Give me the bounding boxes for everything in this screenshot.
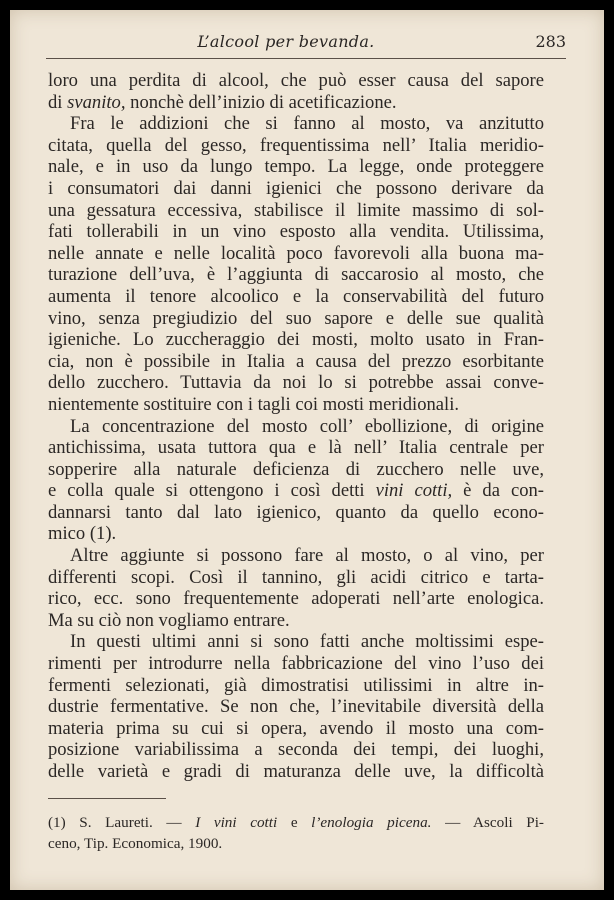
text-line: nelle annate e nelle località poco favorevoli alla buona ma-: [48, 242, 544, 264]
text-line: materia prima su cui si opera, avendo il mosto una com-: [48, 717, 544, 739]
text-line: differenti scopi. Così il tannino, gli acidi citrico e tarta-: [48, 566, 544, 588]
running-title: L’alcool per bevanda.: [197, 32, 375, 51]
text-line: mico (1).: [48, 523, 117, 545]
text-line: cia, non è possibile in Italia a causa del prezzo esorbitante: [48, 350, 544, 372]
text-line: loro una perdita di alcool, che può esser causa del sapore: [48, 70, 544, 91]
text-line: fermenti selezionati, già dimostratisi utilissimi in altre in-: [48, 674, 544, 696]
text-line: antichissima, usata tuttora qua e là nell’ Italia centrale per: [48, 437, 544, 459]
text-line: vino, senza pregiudizio del suo sapore e delle sue qualità: [48, 307, 544, 329]
text-line: turazione dell’uva, è l’aggiunta di saccarosio al mosto, che: [48, 264, 544, 286]
text-line: una gessatura eccessiva, stabilisce il limite massimo di sol-: [48, 199, 544, 221]
text-line: igieniche. Lo zuccheraggio dei mosti, molto usato in Fran-: [48, 329, 544, 351]
text-line: citata, quella del gesso, frequentissima nell’ Italia meridio-: [48, 134, 544, 156]
text-line: In questi ultimi anni si sono fatti anche moltissimi espe-: [70, 631, 544, 653]
text-line: posizione variabilissima a seconda dei tempi, dei luoghi,: [48, 739, 544, 761]
text-line: rico, ecc. sono frequentemente adoperati nell’arte enologica.: [48, 588, 544, 610]
footnote-divider: [48, 798, 166, 799]
text-line: La concentrazione del mosto coll’ ebollizione, di origine: [70, 415, 544, 437]
text-line: delle varietà e gradi di maturanza delle uve, la difficoltà: [48, 761, 544, 782]
book-page: [10, 10, 604, 890]
text-line: aumenta il tenore alcoolico e la conservabilità del futuro: [48, 285, 544, 307]
italic-text: I vini cotti: [195, 814, 278, 831]
italic-text: vini cotti,: [375, 480, 453, 502]
text-line: rimenti per introdurre nella fabbricazione del vino l’uso dei: [48, 653, 544, 675]
body-text: [48, 70, 544, 783]
text-line: fati tollerabili in un vino esposto alla vendita. Utilissima,: [48, 221, 544, 243]
text-line: sopperire alla naturale deficienza di zucchero nelle uve,: [48, 458, 544, 480]
text-line: e colla quale si ottengono i così detti vini cotti, è da con-: [48, 480, 544, 502]
footnote-line: ceno, Tip. Economica, 1900.: [48, 835, 223, 852]
text-line: dello zucchero. Tuttavia da noi lo si potrebbe assai conve-: [48, 372, 544, 394]
text-line: dannarsi tanto dal lato igienico, quanto da quello econo-: [48, 501, 544, 523]
footnote-line: (1) S. Laureti. — I vini cotti e l’enologia picena. — Ascoli Pi-: [48, 814, 544, 831]
text-line: Fra le addizioni che si fanno al mosto, va anzitutto: [70, 113, 544, 135]
italic-text: svanito,: [67, 91, 126, 113]
text-line: dustrie fermentative. Se non che, l’inevitabile diversità della: [48, 696, 544, 718]
running-header: [46, 32, 566, 59]
text-line: i consumatori dai danni igienici che possono derivare da: [48, 177, 544, 199]
text-line: Altre aggiunte si possono fare al mosto, o al vino, per: [70, 545, 544, 567]
page-number: 283: [535, 32, 566, 51]
text-line: di svanito, nonchè dell’inizio di acetificazione.: [48, 91, 397, 113]
footnote: [48, 812, 544, 854]
text-line: nale, e in uso da lungo tempo. La legge, onde proteggere: [48, 156, 544, 178]
italic-text: l’enologia picena.: [311, 814, 432, 831]
text-line: Ma su ciò non vogliamo entrare.: [48, 609, 290, 631]
text-line: nientemente sostituire con i tagli coi mosti meridionali.: [48, 393, 460, 415]
